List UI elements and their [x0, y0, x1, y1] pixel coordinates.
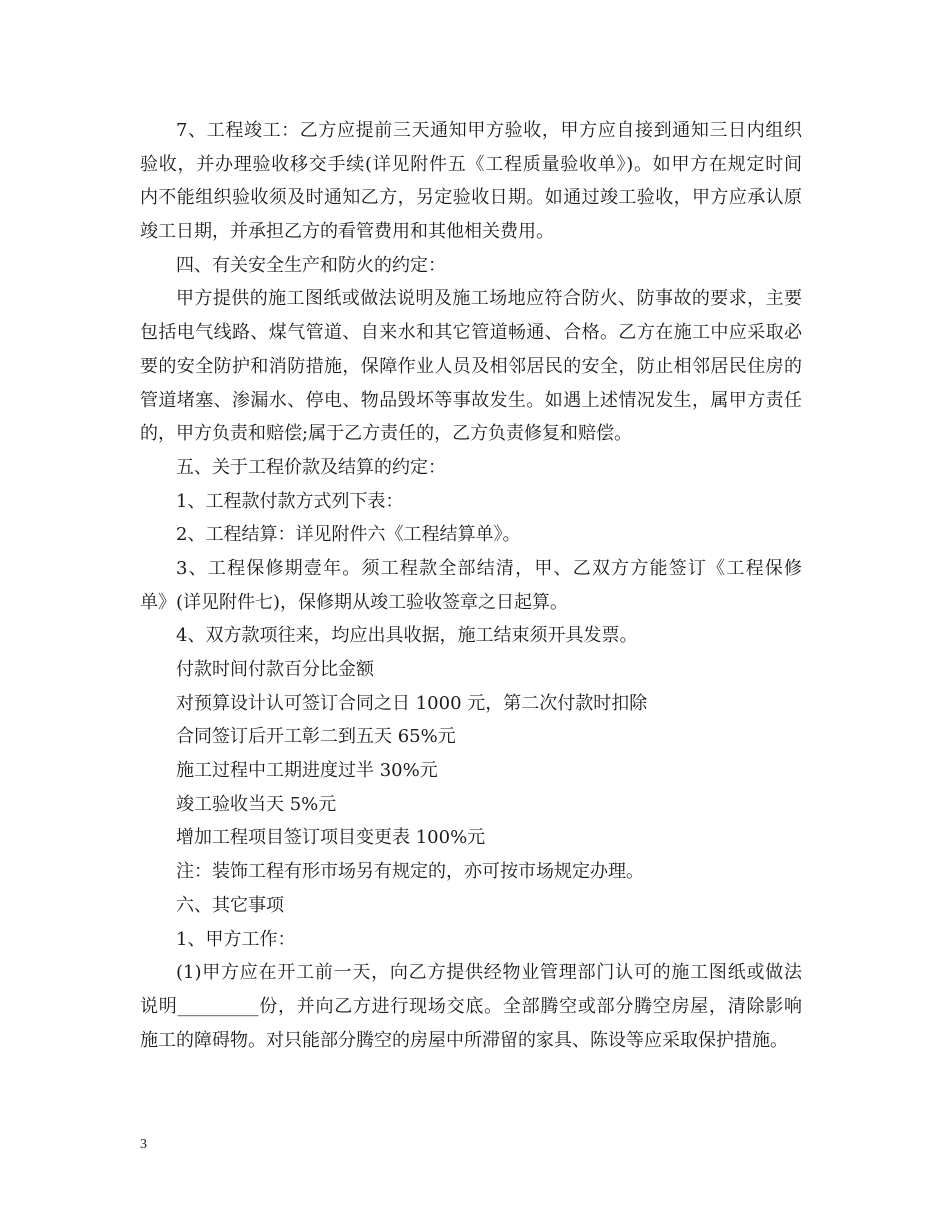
text-line: (1)甲方应在开工前一天，向乙方提供经物业管理部门认可的施工图纸或做法: [176, 962, 802, 984]
payment-table-header: 付款时间付款百分比金额: [176, 659, 374, 680]
text-line: 说明_________份，并向乙方进行现场交底。全部腾空或部分腾空房屋，清除影响: [140, 995, 802, 1017]
section-heading: 四、有关安全生产和防火的约定：: [176, 254, 446, 276]
text-line: 4、双方款项往来，均应出具收据，施工结束须开具发票。: [176, 625, 638, 647]
text-line: 竣工日期，并承担乙方的看管费用和其他相关费用。: [140, 221, 554, 243]
section-heading: 五、关于工程价款及结算的约定：: [176, 456, 446, 478]
text-line: 甲方提供的施工图纸或做法说明及施工场地应符合防火、防事故的要求，主要: [176, 288, 802, 310]
note-line: 注：装饰工程有形市场另有规定的，亦可按市场规定办理。: [176, 861, 644, 883]
text-line: 的，甲方负责和赔偿;属于乙方责任的，乙方负责修复和赔偿。: [140, 423, 633, 445]
text-line: 管道堵塞、渗漏水、停电、物品毁坏等事故发生。如遇上述情况发生，属甲方责任: [140, 389, 802, 411]
text-line: 7、工程竣工：乙方应提前三天通知甲方验收，甲方应自接到通知三日内组织: [176, 120, 802, 141]
text-line: 单》(详见附件七)，保修期从竣工验收签章之日起算。: [140, 591, 569, 613]
section-heading: 六、其它事项: [176, 894, 284, 916]
text-line: 要的安全防护和消防措施，保障作业人员及相邻居民的安全，防止相邻居民住房的: [140, 355, 802, 377]
payment-row: 施工过程中工期进度过半 30%元: [176, 760, 438, 782]
payment-row: 对预算设计认可签订合同之日 1000 元，第二次付款时扣除: [176, 692, 648, 714]
text-line: 1、工程款付款方式列下表：: [176, 490, 404, 512]
text-line: 内不能组织验收须及时通知乙方，另定验收日期。如通过竣工验收，甲方应承认原: [140, 187, 802, 209]
subsection-heading: 1、甲方工作：: [176, 928, 296, 950]
document-body: [140, 114, 802, 1057]
text-line: 施工的障碍物。对只能部分腾空的房屋中所滞留的家具、陈设等应采取保护措施。: [140, 1029, 788, 1051]
text-line: 验收，并办理验收移交手续(详见附件五《工程质量验收单》)。如甲方在规定时间: [140, 153, 802, 175]
payment-row: 竣工验收当天 5%元: [176, 793, 337, 815]
page-number: 3: [140, 1137, 147, 1152]
text-line: 2、工程结算：详见附件六《工程结算单》。: [176, 524, 521, 546]
text-line: 3、工程保修期壹年。须工程款全部结清，甲、乙双方方能签订《工程保修: [176, 557, 802, 579]
payment-row: 增加工程项目签订项目变更表 100%元: [176, 827, 486, 849]
text-line: 包括电气线路、煤气管道、自来水和其它管道畅通、合格。乙方在施工中应采取必: [140, 322, 802, 344]
payment-row: 合同签订后开工彰二到五天 65%元: [176, 726, 456, 748]
